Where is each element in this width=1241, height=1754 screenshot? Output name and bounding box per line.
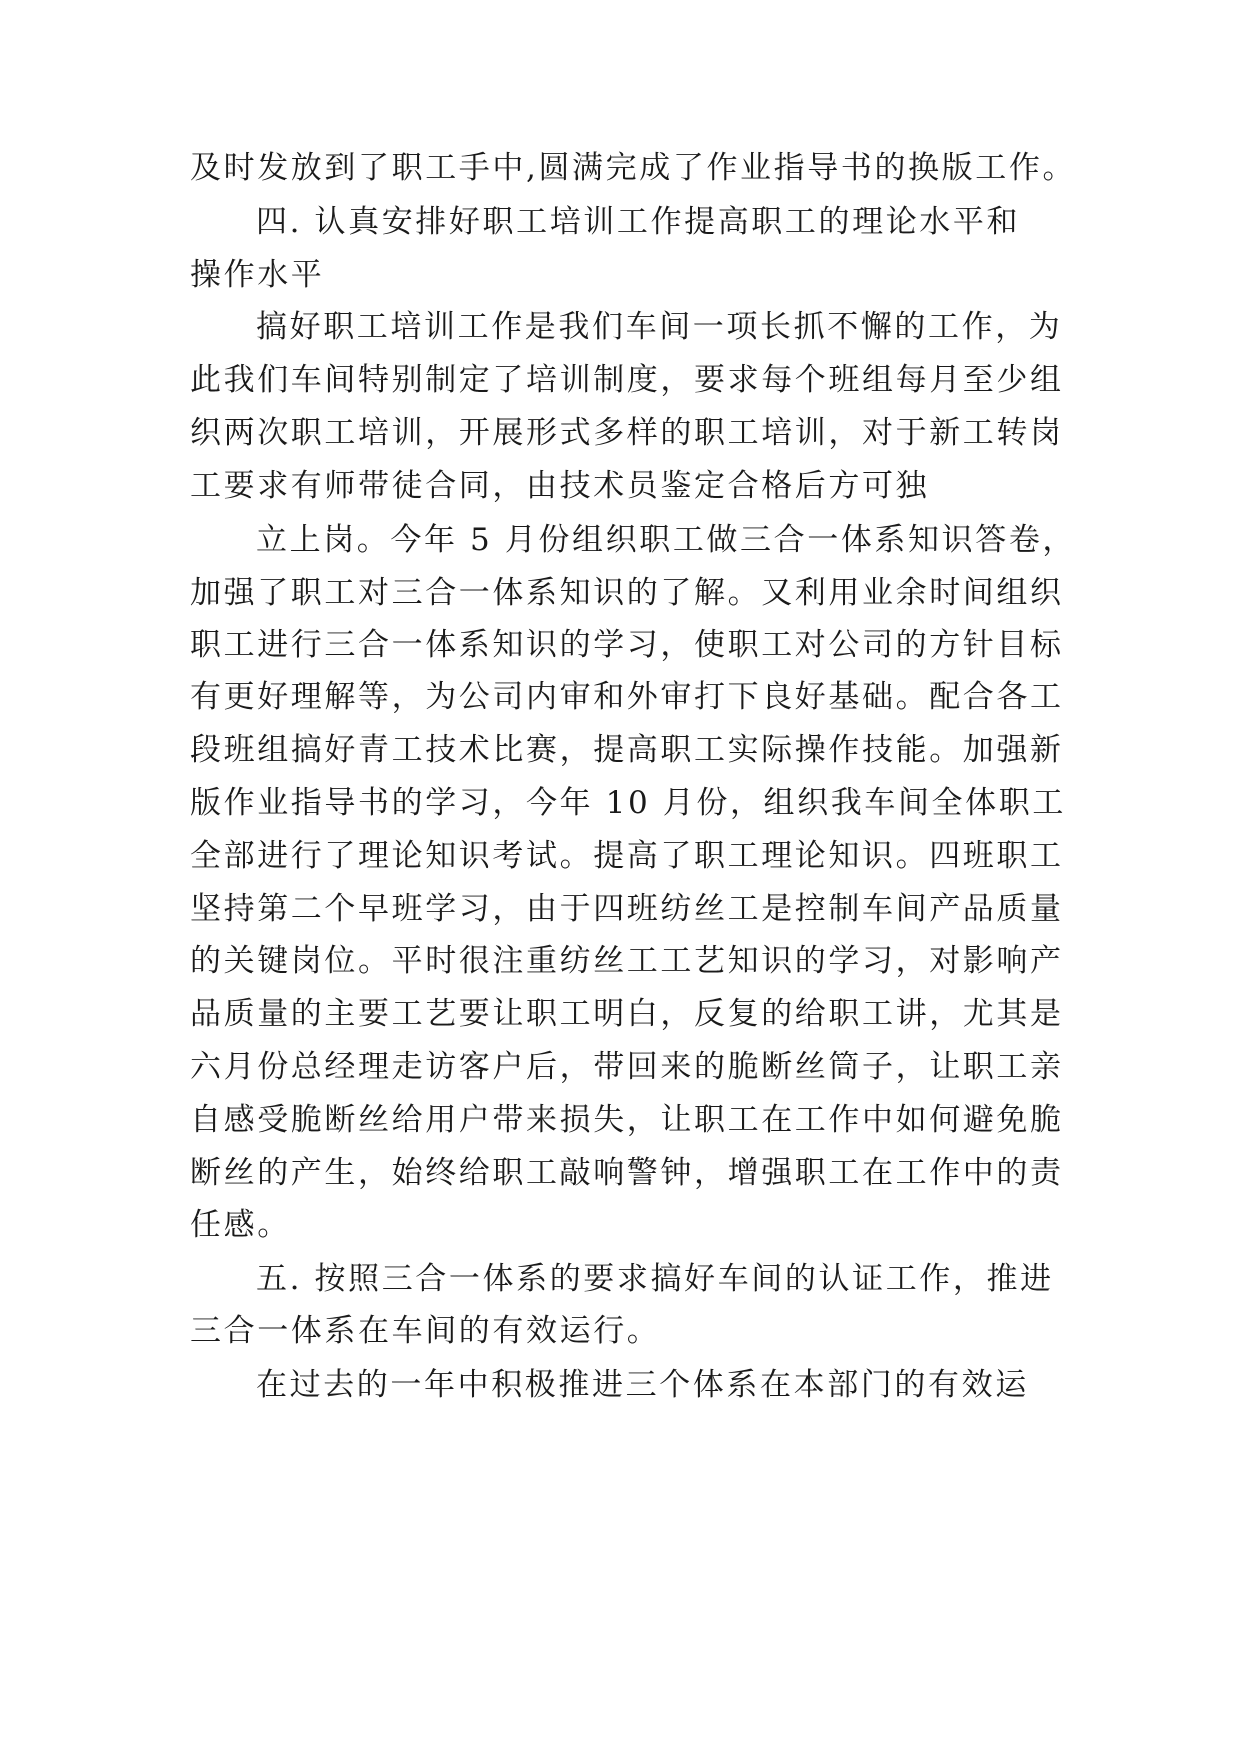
section-heading-5-line-2: 三合一体系在车间的有效运行。	[190, 1313, 661, 1349]
text-line-10: 职工进行三合一体系知识的学习，使职工对公司的方针目标	[190, 627, 1064, 663]
text-line-5: 此我们车间特别制定了培训制度，要求每个班组每月至少组	[190, 362, 1064, 398]
text-line-1: 及时发放到了职工手中,圆满完成了作业指导书的换版工作。	[190, 150, 1077, 186]
text-line-16: 的关键岗位。平时很注重纺丝工工艺知识的学习，对影响产	[190, 943, 1064, 979]
text-line-24: 在过去的一年中积极推进三个体系在本部门的有效运	[256, 1367, 1029, 1403]
text-line-12: 段班组搞好青工技术比赛，提高职工实际操作技能。加强新	[190, 732, 1064, 768]
text-line-11: 有更好理解等，为公司内审和外审打下良好基础。配合各工	[190, 679, 1064, 715]
text-line-18: 六月份总经理走访客户后，带回来的脆断丝筒子，让职工亲	[190, 1049, 1064, 1085]
text-line-17: 品质量的主要工艺要让职工明白，反复的给职工讲，尤其是	[190, 996, 1064, 1032]
text-line-13: 版作业指导书的学习，今年 10 月份，组织我车间全体职工	[190, 785, 1066, 821]
text-line-21: 任感。	[190, 1207, 291, 1243]
text-line-15: 坚持第二个早班学习，由于四班纺丝工是控制车间产品质量	[190, 891, 1064, 927]
text-line-6: 织两次职工培训，开展形式多样的职工培训，对于新工转岗	[190, 415, 1064, 451]
section-heading-4-line-1: 四. 认真安排好职工培训工作提高职工的理论水平和	[256, 204, 1021, 240]
text-line-7: 工要求有师带徒合同，由技术员鉴定合格后方可独	[190, 468, 930, 504]
text-line-14: 全部进行了理论知识考试。提高了职工理论知识。四班职工	[190, 838, 1064, 874]
text-line-9: 加强了职工对三合一体系知识的了解。又利用业余时间组织	[190, 575, 1064, 611]
text-line-20: 断丝的产生，始终给职工敲响警钟，增强职工在工作中的责	[190, 1155, 1064, 1191]
section-heading-4-line-2: 操作水平	[190, 257, 325, 293]
section-heading-5-line-1: 五. 按照三合一体系的要求搞好车间的认证工作，推进	[256, 1261, 1054, 1297]
text-line-4: 搞好职工培训工作是我们车间一项长抓不懈的工作，为	[256, 309, 1063, 345]
text-line-19: 自感受脆断丝给用户带来损失，让职工在工作中如何避免脆	[190, 1102, 1064, 1138]
text-line-8: 立上岗。今年 5 月份组织职工做三合一体系知识答卷，	[256, 522, 1077, 558]
